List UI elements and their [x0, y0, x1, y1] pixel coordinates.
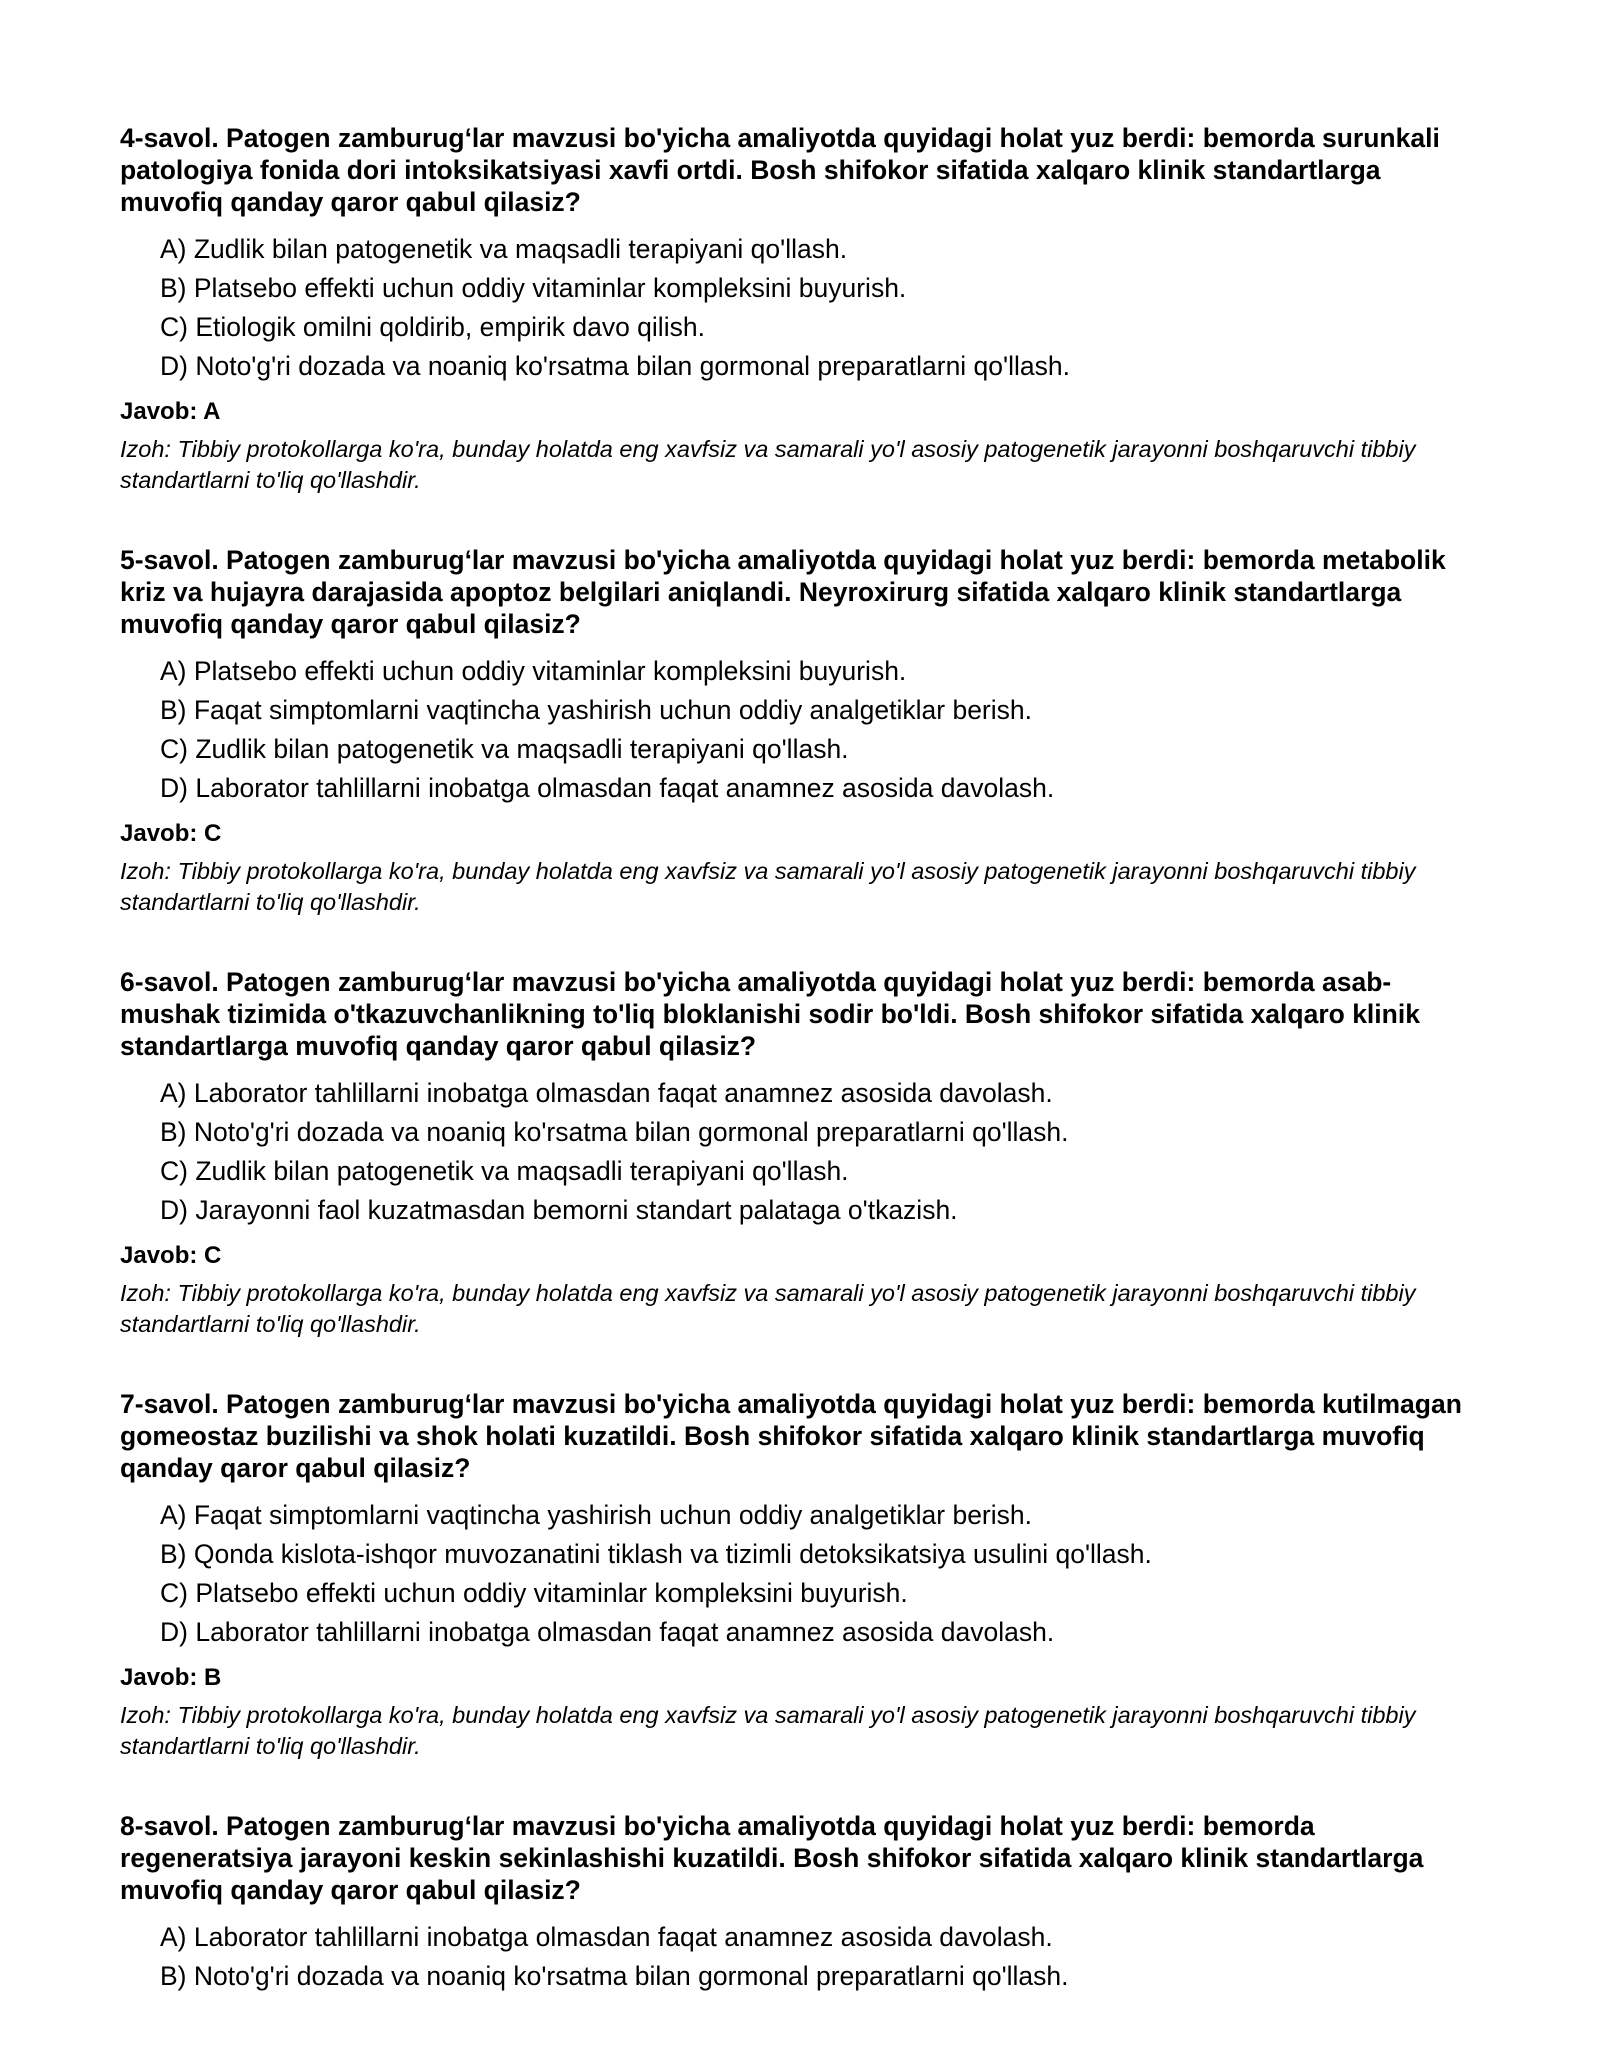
option-d: D) Laborator tahlillarni inobatga olmasdan faqat anamnez asosida davolash.: [160, 1617, 1055, 1647]
option-d: D) Laborator tahlillarni inobatga olmasdan faqat anamnez asosida davolash.: [160, 773, 1055, 803]
answer-label: Javob: C: [120, 820, 222, 847]
option-c: C) Zudlik bilan patogenetik va maqsadli terapiyani qo'llash.: [160, 734, 849, 764]
option-b: B) Platsebo effekti uchun oddiy vitaminlar kompleksini buyurish.: [160, 273, 907, 303]
options-list: [160, 1918, 1490, 1996]
question-block: [120, 1388, 1490, 1762]
answer-label: Javob: B: [120, 1664, 222, 1691]
answer-label: Javob: C: [120, 1242, 222, 1269]
question-block: [120, 966, 1490, 1340]
question-title: 7-savol. Patogen zamburug‘lar mavzusi bo'yicha amaliyotda quyidagi holat yuz berdi: bemorda kutilmagan gomeostaz buzilishi va shok holati kuzatildi. Bosh shifokor sifatida xalqaro klinik standartlarga muvofiq qanday qaror qabul qilasiz?: [120, 1389, 1462, 1483]
option-b: B) Qonda kislota-ishqor muvozanatini tiklash va tizimli detoksikatsiya usulini qo'llash.: [160, 1539, 1152, 1569]
answer-label: Javob: A: [120, 398, 221, 425]
option-b: B) Noto'g'ri dozada va noaniq ko'rsatma bilan gormonal preparatlarni qo'llash.: [160, 1961, 1069, 1991]
options-list: [160, 230, 1490, 386]
option-c: C) Zudlik bilan patogenetik va maqsadli terapiyani qo'llash.: [160, 1156, 849, 1186]
question-title: 6-savol. Patogen zamburug‘lar mavzusi bo'yicha amaliyotda quyidagi holat yuz berdi: bemorda asab-mushak tizimida o'tkazuvchanlikning to'liq bloklanishi sodir bo'ldi. Bosh shifokor sifatida xalqaro klinik standartlarga muvofiq qanday qaror qabul qilasiz?: [120, 967, 1420, 1061]
option-a: A) Zudlik bilan patogenetik va maqsadli terapiyani qo'llash.: [160, 234, 848, 264]
explanation-note: Izoh: Tibbiy protokollarga ko'ra, bunday holatda eng xavfsiz va samarali yo'l asosiy patogenetik jarayonni boshqaruvchi tibbiy standartlarni to'liq qo'llashdir.: [120, 858, 1416, 915]
option-a: A) Platsebo effekti uchun oddiy vitaminlar kompleksini buyurish.: [160, 656, 907, 686]
question-block: [120, 544, 1490, 918]
question-block: [120, 122, 1490, 496]
option-c: C) Etiologik omilni qoldirib, empirik davo qilish.: [160, 312, 705, 342]
option-b: B) Noto'g'ri dozada va noaniq ko'rsatma bilan gormonal preparatlarni qo'llash.: [160, 1117, 1069, 1147]
option-d: D) Noto'g'ri dozada va noaniq ko'rsatma bilan gormonal preparatlarni qo'llash.: [160, 351, 1070, 381]
option-a: A) Laborator tahlillarni inobatga olmasdan faqat anamnez asosida davolash.: [160, 1922, 1053, 1952]
options-list: [160, 652, 1490, 808]
option-a: A) Faqat simptomlarni vaqtincha yashirish uchun oddiy analgetiklar berish.: [160, 1500, 1032, 1530]
document-page: [120, 122, 1490, 2044]
explanation-note: Izoh: Tibbiy protokollarga ko'ra, bunday holatda eng xavfsiz va samarali yo'l asosiy patogenetik jarayonni boshqaruvchi tibbiy standartlarni to'liq qo'llashdir.: [120, 1702, 1416, 1759]
option-a: A) Laborator tahlillarni inobatga olmasdan faqat anamnez asosida davolash.: [160, 1078, 1053, 1108]
question-title: 5-savol. Patogen zamburug‘lar mavzusi bo'yicha amaliyotda quyidagi holat yuz berdi: bemorda metabolik kriz va hujayra darajasida apoptoz belgilari aniqlandi. Neyroxirurg sifatida xalqaro klinik standartlarga muvofiq qanday qaror qabul qilasiz?: [120, 545, 1446, 639]
option-c: C) Platsebo effekti uchun oddiy vitaminlar kompleksini buyurish.: [160, 1578, 908, 1608]
explanation-note: Izoh: Tibbiy protokollarga ko'ra, bunday holatda eng xavfsiz va samarali yo'l asosiy patogenetik jarayonni boshqaruvchi tibbiy standartlarni to'liq qo'llashdir.: [120, 436, 1416, 493]
options-list: [160, 1074, 1490, 1230]
option-b: B) Faqat simptomlarni vaqtincha yashirish uchun oddiy analgetiklar berish.: [160, 695, 1032, 725]
options-list: [160, 1496, 1490, 1652]
question-title: 4-savol. Patogen zamburug‘lar mavzusi bo'yicha amaliyotda quyidagi holat yuz berdi: bemorda surunkali patologiya fonida dori intoksikatsiyasi xavfi ortdi. Bosh shifokor sifatida xalqaro klinik standartlarga muvofiq qanday qaror qabul qilasiz?: [120, 123, 1440, 217]
question-block: [120, 1810, 1490, 1996]
explanation-note: Izoh: Tibbiy protokollarga ko'ra, bunday holatda eng xavfsiz va samarali yo'l asosiy patogenetik jarayonni boshqaruvchi tibbiy standartlarni to'liq qo'llashdir.: [120, 1280, 1416, 1337]
option-d: D) Jarayonni faol kuzatmasdan bemorni standart palataga o'tkazish.: [160, 1195, 958, 1225]
question-title: 8-savol. Patogen zamburug‘lar mavzusi bo'yicha amaliyotda quyidagi holat yuz berdi: bemorda regeneratsiya jarayoni keskin sekinlashishi kuzatildi. Bosh shifokor sifatida xalqaro klinik standartlarga muvofiq qanday qaror qabul qilasiz?: [120, 1811, 1424, 1905]
